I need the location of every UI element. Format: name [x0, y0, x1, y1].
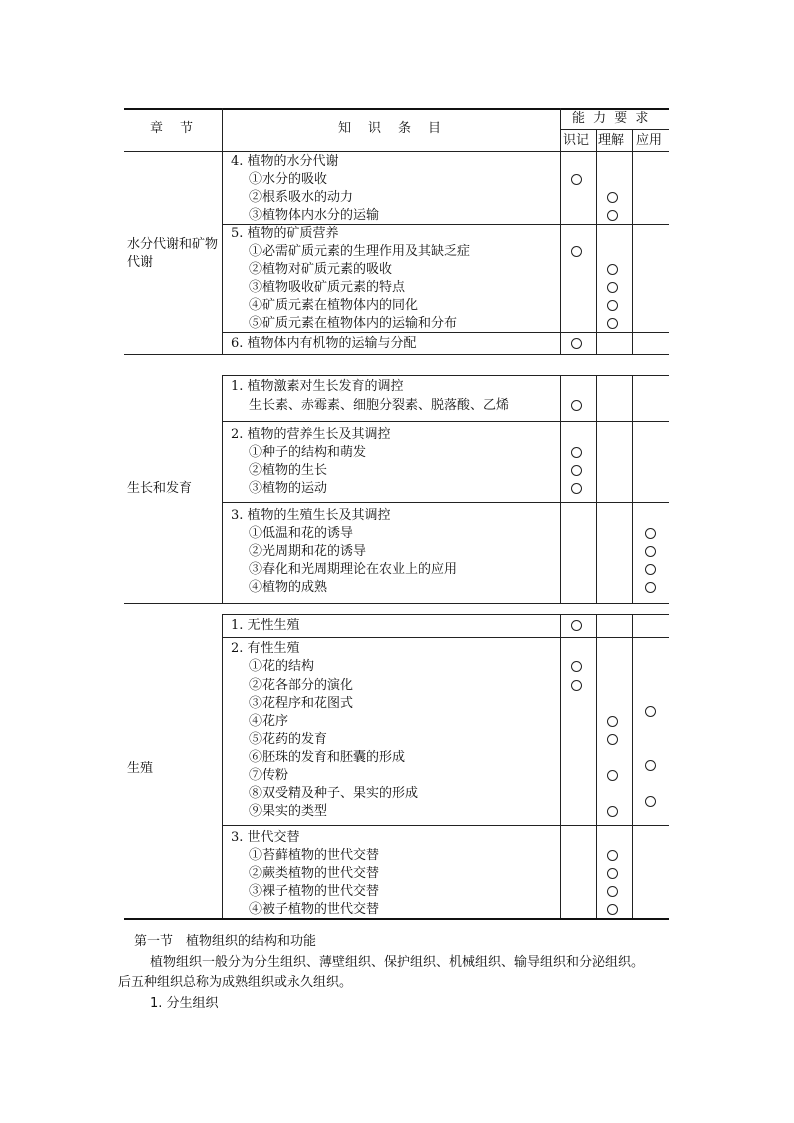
understand-circle [607, 734, 618, 745]
knowledge-item: ③春化和光周期理论在农业上的应用 [249, 562, 458, 577]
header-knowledge: 知 识 条 目 [338, 121, 444, 136]
subsection-heading: 1. 分生组织 [150, 996, 219, 1011]
recall-circle [571, 680, 582, 691]
row-rule [222, 421, 669, 422]
understand-circle [607, 806, 618, 817]
knowledge-item: ②花各部分的演化 [249, 678, 354, 693]
knowledge-item-heading: 2. 植物的营养生长及其调控 [231, 427, 391, 442]
knowledge-item: ②植物的生长 [249, 463, 328, 478]
recall-circle [571, 661, 582, 672]
section-heading: 第一节 植物组织的结构和功能 [134, 934, 317, 949]
recall-circle [571, 338, 582, 349]
understand-circle [607, 318, 618, 329]
knowledge-item: ④被子植物的世代交替 [249, 902, 380, 917]
chapter-label-growth: 生长和发育 [127, 481, 193, 496]
col-rule [596, 614, 597, 918]
knowledge-item: ②光周期和花的诱导 [249, 544, 367, 559]
col-rule [596, 129, 597, 354]
row-rule [222, 614, 669, 615]
chapter-label-water-mineral: 水分代谢和矿物代谢 [127, 237, 219, 270]
recall-circle [571, 400, 582, 411]
knowledge-item: ③植物体内水分的运输 [249, 208, 380, 223]
chapter-label-reproduction: 生殖 [127, 761, 154, 776]
ability-divider [560, 129, 669, 130]
understand-circle [607, 770, 618, 781]
knowledge-item: ①苔藓植物的世代交替 [249, 848, 380, 863]
row-rule [222, 502, 669, 503]
knowledge-item-heading: 1. 植物激素对生长发育的调控 [231, 379, 404, 394]
apply-circle [645, 528, 656, 539]
knowledge-item: ⑧双受精及种子、果实的形成 [249, 786, 419, 801]
knowledge-item: ①花的结构 [249, 659, 315, 674]
understand-circle [607, 716, 618, 727]
knowledge-item-heading: 6. 植物体内有机物的运输与分配 [231, 336, 417, 351]
apply-circle [645, 796, 656, 807]
knowledge-item-heading: 3. 植物的生殖生长及其调控 [231, 508, 391, 523]
understand-circle [607, 192, 618, 203]
col-rule [596, 375, 597, 603]
understand-circle [607, 886, 618, 897]
knowledge-item: ③花程序和花图式 [249, 696, 354, 711]
row-rule [222, 332, 669, 333]
knowledge-item: ⑤矿质元素在植物体内的运输和分布 [249, 316, 458, 331]
apply-circle [645, 582, 656, 593]
knowledge-item-heading: 5. 植物的矿质营养 [231, 226, 339, 241]
table-top-rule [124, 108, 669, 110]
col-rule [560, 375, 561, 603]
col-rule [632, 614, 633, 918]
col-rule [222, 375, 223, 603]
recall-circle [571, 246, 582, 257]
table-bottom-rule [124, 918, 669, 920]
knowledge-item-heading: 3. 世代交替 [231, 830, 300, 845]
recall-circle [571, 447, 582, 458]
recall-circle [571, 174, 582, 185]
col-rule [560, 614, 561, 918]
knowledge-item: ⑤花药的发育 [249, 732, 328, 747]
knowledge-item: ③裸子植物的世代交替 [249, 884, 380, 899]
knowledge-item: ⑥胚珠的发育和胚囊的形成 [249, 750, 406, 765]
recall-circle [571, 465, 582, 476]
knowledge-item: ④花序 [249, 714, 289, 729]
knowledge-item: ②蕨类植物的世代交替 [249, 866, 380, 881]
header-ability: 能 力 要 求 [572, 111, 651, 126]
apply-circle [645, 760, 656, 771]
understand-circle [607, 868, 618, 879]
knowledge-item: ②根系吸水的动力 [249, 190, 354, 205]
section-rule [222, 375, 669, 376]
col-rule [222, 108, 223, 354]
row-rule [222, 224, 669, 225]
understand-circle [607, 904, 618, 915]
section-rule [124, 354, 669, 355]
knowledge-item: ①必需矿质元素的生理作用及其缺乏症 [249, 244, 471, 259]
body-paragraph: 后五种组织总称为成熟组织或永久组织。 [118, 975, 353, 990]
knowledge-item: 生长素、赤霉素、细胞分裂素、脱落酸、乙烯 [249, 398, 510, 413]
header-chapter: 章 节 [150, 121, 196, 136]
knowledge-item-heading: 4. 植物的水分代谢 [231, 154, 339, 169]
understand-circle [607, 210, 618, 221]
header-col-recall: 识记 [563, 133, 590, 148]
apply-circle [645, 564, 656, 575]
knowledge-item-heading: 1. 无性生殖 [231, 618, 300, 633]
header-col-apply: 应用 [636, 133, 663, 148]
row-rule [222, 825, 669, 826]
header-col-understand: 理解 [598, 133, 625, 148]
header-rule [124, 151, 669, 152]
col-rule [632, 129, 633, 354]
knowledge-item: ⑦传粉 [249, 768, 289, 783]
row-rule [222, 637, 669, 638]
recall-circle [571, 620, 582, 631]
apply-circle [645, 546, 656, 557]
knowledge-item: ①种子的结构和萌发 [249, 445, 367, 460]
body-paragraph: 植物组织一般分为分生组织、薄壁组织、保护组织、机械组织、输导组织和分泌组织。 [150, 955, 645, 970]
understand-circle [607, 850, 618, 861]
col-rule [222, 614, 223, 918]
apply-circle [645, 706, 656, 717]
knowledge-item: ②植物对矿质元素的吸收 [249, 262, 393, 277]
understand-circle [607, 264, 618, 275]
knowledge-item-heading: 2. 有性生殖 [231, 641, 300, 656]
knowledge-item: ⑨果实的类型 [249, 804, 328, 819]
knowledge-item: ④矿质元素在植物体内的同化 [249, 298, 419, 313]
understand-circle [607, 300, 618, 311]
knowledge-item: ①水分的吸收 [249, 172, 328, 187]
understand-circle [607, 282, 618, 293]
knowledge-item: ①低温和花的诱导 [249, 526, 354, 541]
recall-circle [571, 483, 582, 494]
col-rule [632, 375, 633, 603]
section-rule [124, 603, 669, 604]
col-rule [560, 108, 561, 354]
knowledge-item: ③植物的运动 [249, 481, 328, 496]
knowledge-item: ③植物吸收矿质元素的特点 [249, 280, 406, 295]
knowledge-item: ④植物的成熟 [249, 580, 328, 595]
